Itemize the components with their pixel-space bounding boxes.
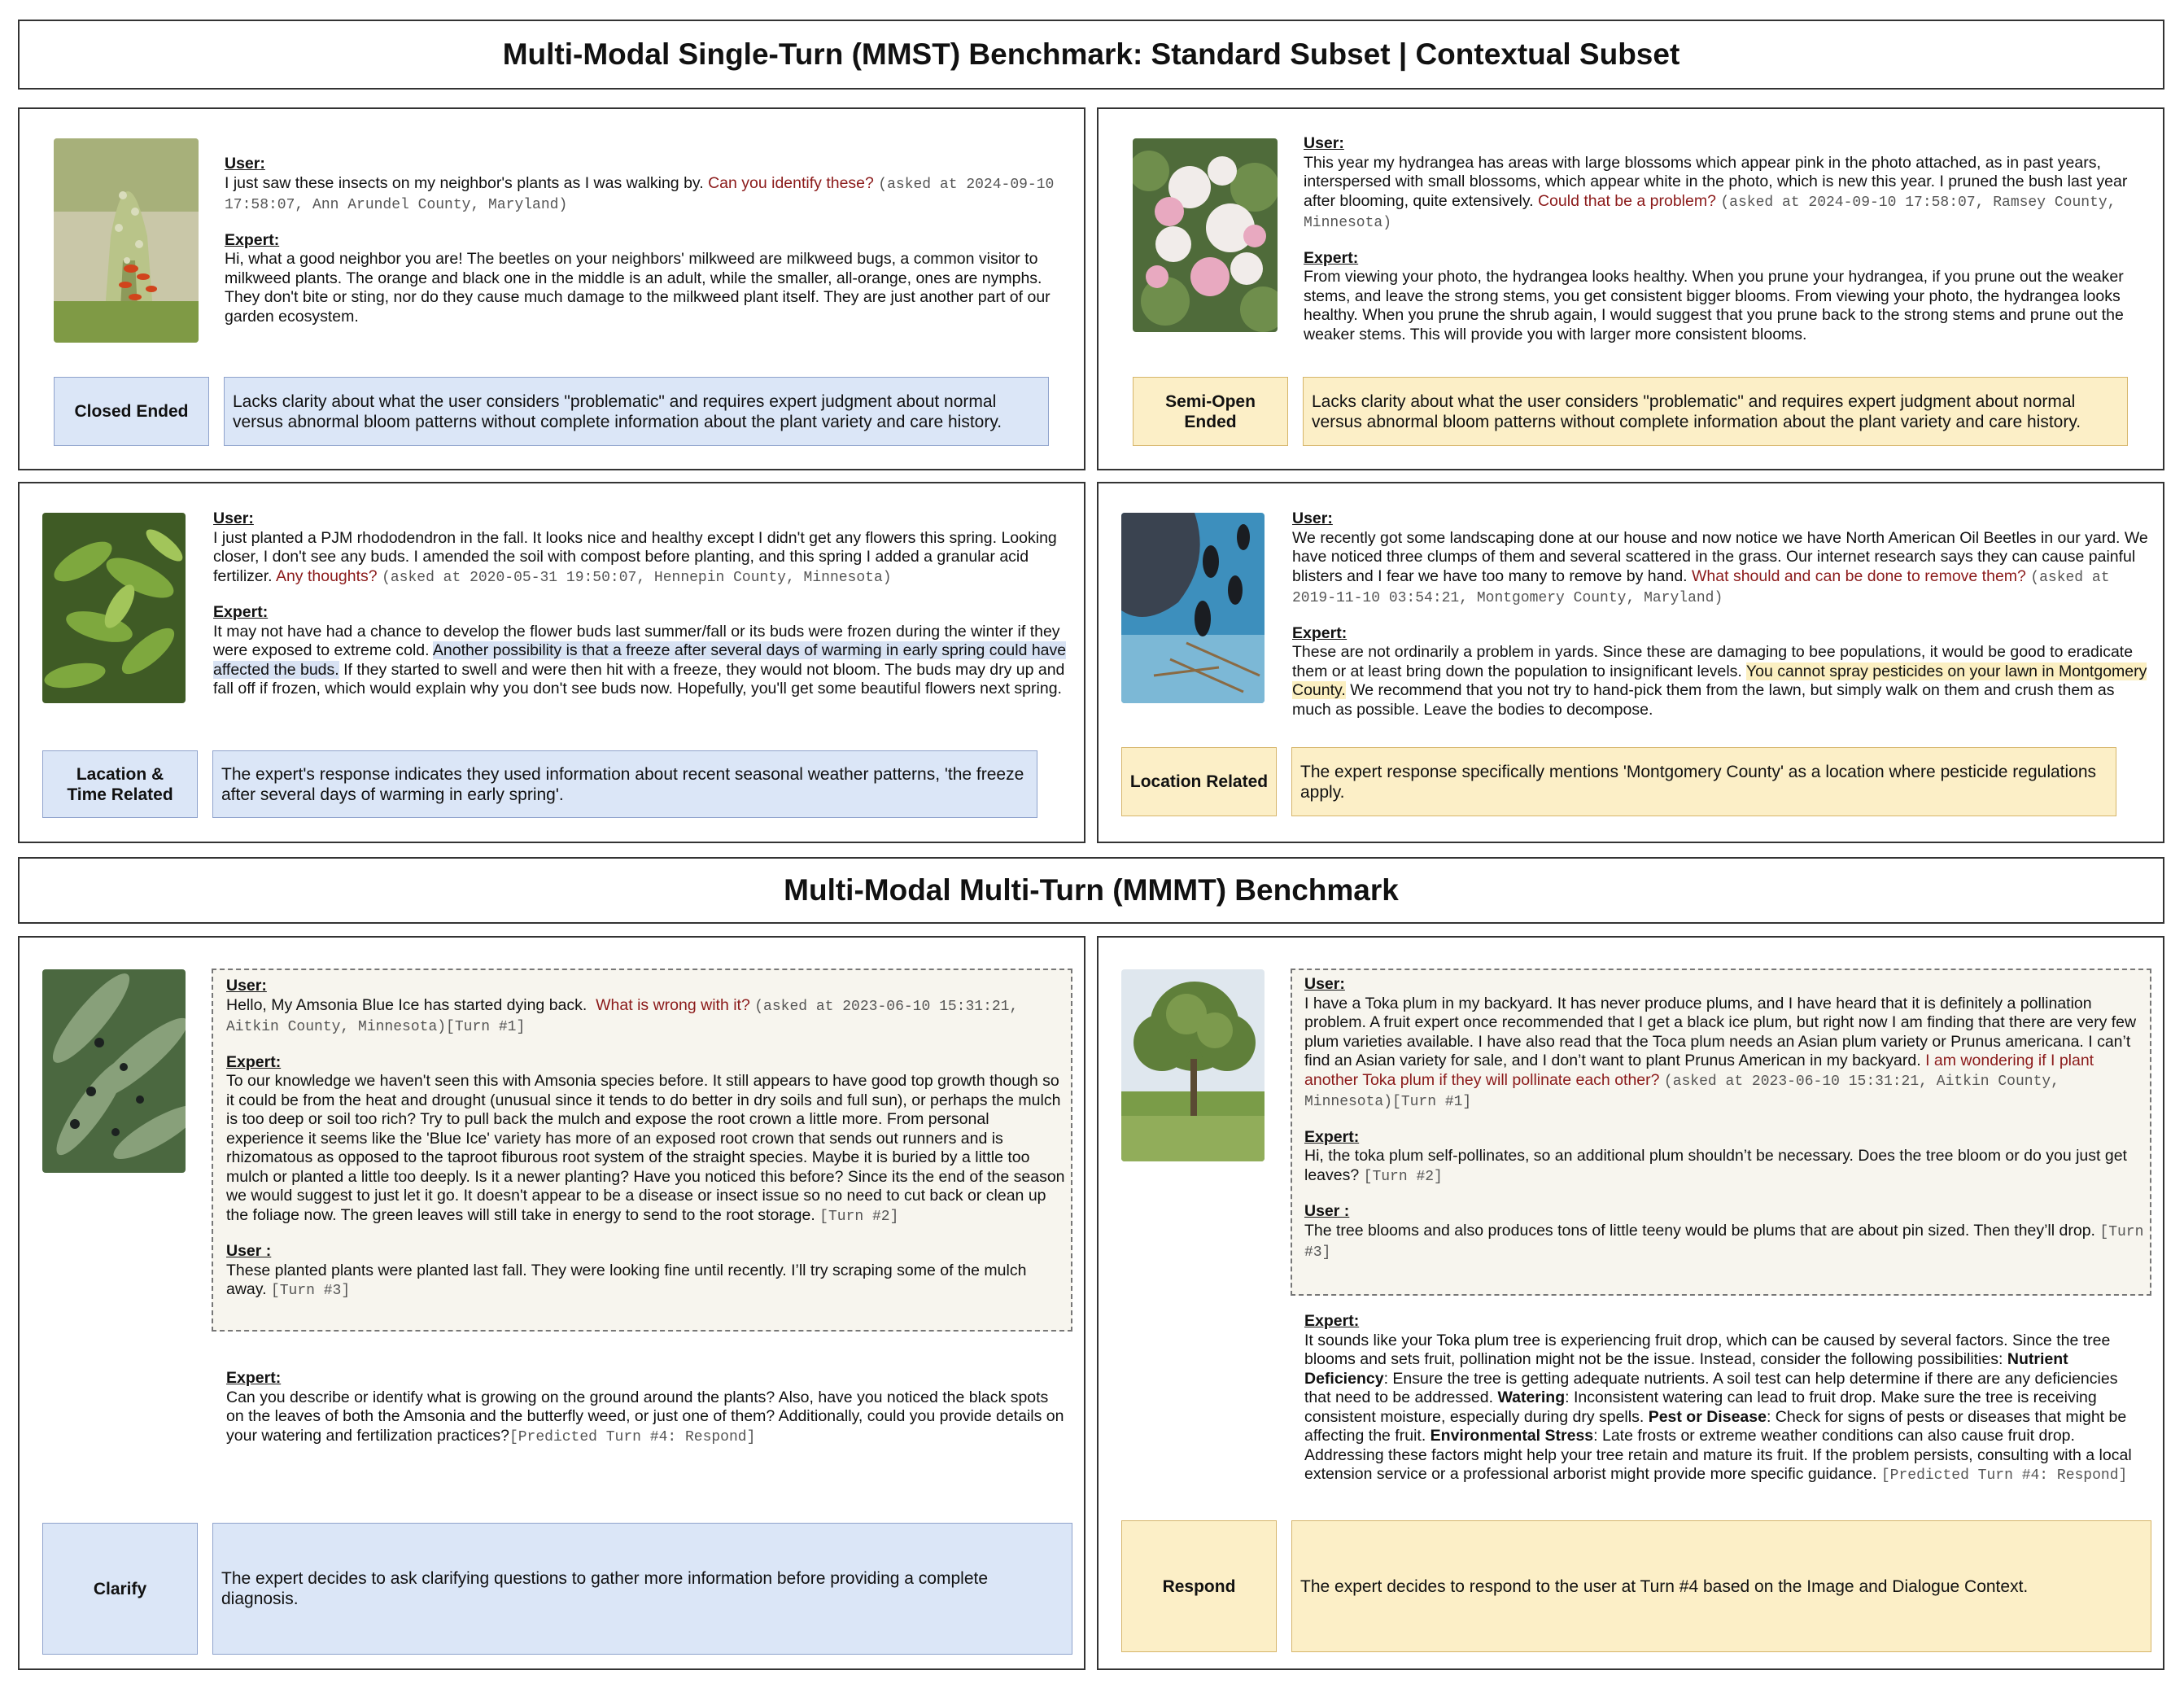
tag-semi-open-ended: Semi-Open Ended (1133, 377, 1288, 446)
p6-predicted: Expert: It sounds like your Toka plum tree is experiencing fruit drop, which can be caused by several factors. Since the tree blooms and sets fruit, pollination might not be the issue. Instead, consider the following possibilities: Nutrient Deficiency: Ensure the tree is getting adequate nutrients. A soil test can help determine if there are any deficiencies that need to be addressed. Watering: Inconsistent watering can lead to fruit drop. Make sure the tree is receiving consistent moisture, especially during dry spells. Pest or Disease: Check for signs of pests or diseases that might be affecting the fruit. Environmental Stress: Late frosts or extreme weather conditions can also cause fruit drop. Addressing these factors might help your tree retain and mature its fruit. If the problem persists, consulting with a local extension service or a professional arborist might provide more specific guidance. [Predicted Turn #4: Respond] (1304, 1312, 2132, 1484)
mmst-title: Multi-Modal Single-Turn (MMST) Benchmark: Standard Subset | Contextual Subset (18, 20, 2164, 90)
desc-location-related: The expert response specifically mentions 'Montgomery County' as a location where pesticide regulations apply. (1291, 747, 2116, 816)
oil-beetles-photo (1121, 513, 1265, 703)
desc-clarify: The expert decides to ask clarifying questions to gather more information before providing a complete diagnosis. (212, 1523, 1072, 1655)
hydrangea-photo (1133, 138, 1278, 332)
p4-dialogue: User: We recently got some landscaping done at our house and now notice we have North American Oil Beetles in our yard. We have noticed three clumps of them and several scattered in the grass. Our internet research says they can cause painful blisters and I fear we have too many to remove by hand. What should and can be done to remove them? (asked at 2019-11-10 03:54:21, Montgomery County, Maryland) Expert: These are not ordinarily a problem in yards. Since these are damaging to bee populations, it would be good to eradicate them or at least bring down the population to insignificant levels. You cannot spray pesticides on your lawn in Montgomery County. We recommend that you not try to hand-pick them from the lawn, but simply walk on them and crush them as much as possible. Leave the bodies to decompose. (1292, 509, 2148, 719)
plum-tree-photo (1121, 969, 1265, 1161)
p1-dialogue: User: I just saw these insects on my neighbor's plants as I was walking by. Can you identify these? (asked at 2024-09-10 17:58:07, Ann Arundel County, Maryland) Expert: Hi, what a good neighbor you are! The beetles on your neighbors' milkweed are milkweed bugs, a common visitor to milkweed plants. The orange and black one in the middle is an adult, while the smaller, all-orange, ones are nymphs. They don't bite or sting, nor do they cause much damage to the milkweed plant itself. They are just another part of our garden ecosystem. (225, 155, 1055, 326)
desc-semi-open-ended: Lacks clarity about what the user considers "problematic" and requires expert judgment about normal versus abnormal bloom patterns without complete information about the plant variety and care history. (1303, 377, 2128, 446)
rhododendron-photo (42, 513, 186, 703)
tag-location-related: Location Related (1121, 747, 1277, 816)
p3-dialogue: User: I just planted a PJM rhododendron in the fall. It looks nice and healthy except I didn't get any flowers this spring. Looking closer, I don't see any buds. I amended the soil with compost before planting, and this spring I added a granular acid fertilizer. Any thoughts? (asked at 2020-05-31 19:50:07, Hennepin County, Minnesota) Expert: It may not have had a chance to develop the flower buds last summer/fall or its buds were frozen during the winter if they were exposed to extreme cold. Another possibility is that a freeze after several days of warming in early spring could have affected the buds. If they started to swell and were then hit with a freeze, they would not bloom. The buds may dry up and fall off if frozen, which would explain why you don't see buds now. Hopefully, you'll get some beautiful flowers next spring. (213, 509, 1067, 698)
desc-respond: The expert decides to respond to the user at Turn #4 based on the Image and Dialogue Context. (1291, 1520, 2151, 1652)
desc-closed-ended: Lacks clarity about what the user considers "problematic" and requires expert judgment about normal versus abnormal bloom patterns without complete information about the plant variety and care history. (224, 377, 1049, 446)
tag-closed-ended: Closed Ended (54, 377, 209, 446)
p6-dialogue: User: I have a Toka plum in my backyard. It has never produce plums, and I have heard that it is definitely a pollination problem. A fruit expert once recommended that I get a black ice plum, but right now I am finding that there are very few plum varieties available. I have also read that the Toca plum needs an Asian plum variety or Prunus americana. I can’t find an Asian variety for sale, and I don’t want to plant Prunus American in my backyard. I am wondering if I plant another Toka plum if they will pollinate each other? (asked at 2023-06-10 15:31:21, Aitkin County, Minnesota)[Turn #1] Expert: Hi, the toka plum self-pollinates, so an additional plum shouldn’t be necessary. Does the tree bloom or do you just get leaves? [Turn #2] User : The tree blooms and also produces tons of little teeny would be plums that are about pin sized. Then they’ll drop. [Turn #3] (1304, 975, 2144, 1261)
p2-dialogue: User: This year my hydrangea has areas with large blossoms which appear pink in the photo attached, as in past years, interspersed with small blossoms, which appear white in the photo, which is new this year. I pruned the bush last year after blooming, quite extensively. Could that be a problem? (asked at 2024-09-10 17:58:07, Ramsey County, Minnesota) Expert: From viewing your photo, the hydrangea looks healthy. When you prune your hydrangea, if you prune out the weaker stems, and leave the strong stems, you get consistent bigger blooms. From viewing your photo, the hydrangea looks healthy. When you prune the shrub again, I would suggest that you prune back to the strong stems and prune out the weaker stems. This will provide you with larger more consistent blooms. (1304, 134, 2128, 343)
tag-location-time: Lacation & Time Related (42, 750, 198, 818)
desc-location-time: The expert's response indicates they used information about recent seasonal weather patterns, 'the freeze after several days of warming in early spring'. (212, 750, 1037, 818)
p5-predicted: Expert: Can you describe or identify what is growing on the ground around the plants? Also, have you noticed the black spots on the leaves of both the Amsonia and the butterfly weed, or just one of them? Additionally, could you provide details on your watering and fertilization practices?[Predicted Turn #4: Respond] (226, 1369, 1064, 1445)
tag-clarify: Clarify (42, 1523, 198, 1655)
amsonia-photo (42, 969, 186, 1173)
milkweed-bug-photo (54, 138, 199, 343)
mmmt-title: Multi-Modal Multi-Turn (MMMT) Benchmark (18, 857, 2164, 924)
p5-dialogue: User: Hello, My Amsonia Blue Ice has started dying back. What is wrong with it? (asked at 2023-06-10 15:31:21, Aitkin County, Minnesota)[Turn #1] Expert: To our knowledge we haven't seen this with Amsonia species before. It still appears to have good top growth though so it could be from the heat and drought (unusual since it tends to do better in dry soils and full sun), or perhaps the mulch is too deep or soil too rich? Try to pull back the mulch and expose the root crown a little more. From personal experience it seems like the 'Blue Ice' variety has more of an exposed root crown that sends out runners and is rhizomatous as opposed to the taproot fiburous root system of the straight species. Maybe it is buried by a little too mulch or planted a little too deeply. Is it a newer planting? Have you noticed this before? Since its the end of the season we would suggest to just let it go. It doesn't appear to be a disease or insect issue so no need to cut back or clean up the foliage now. The green leaves will still take in energy to send to the root storage. [Turn #2] User : These planted plants were planted last fall. They were looking fine until recently. I’ll try scraping some of the mulch away. [Turn #3] (226, 977, 1065, 1299)
tag-respond: Respond (1121, 1520, 1277, 1652)
